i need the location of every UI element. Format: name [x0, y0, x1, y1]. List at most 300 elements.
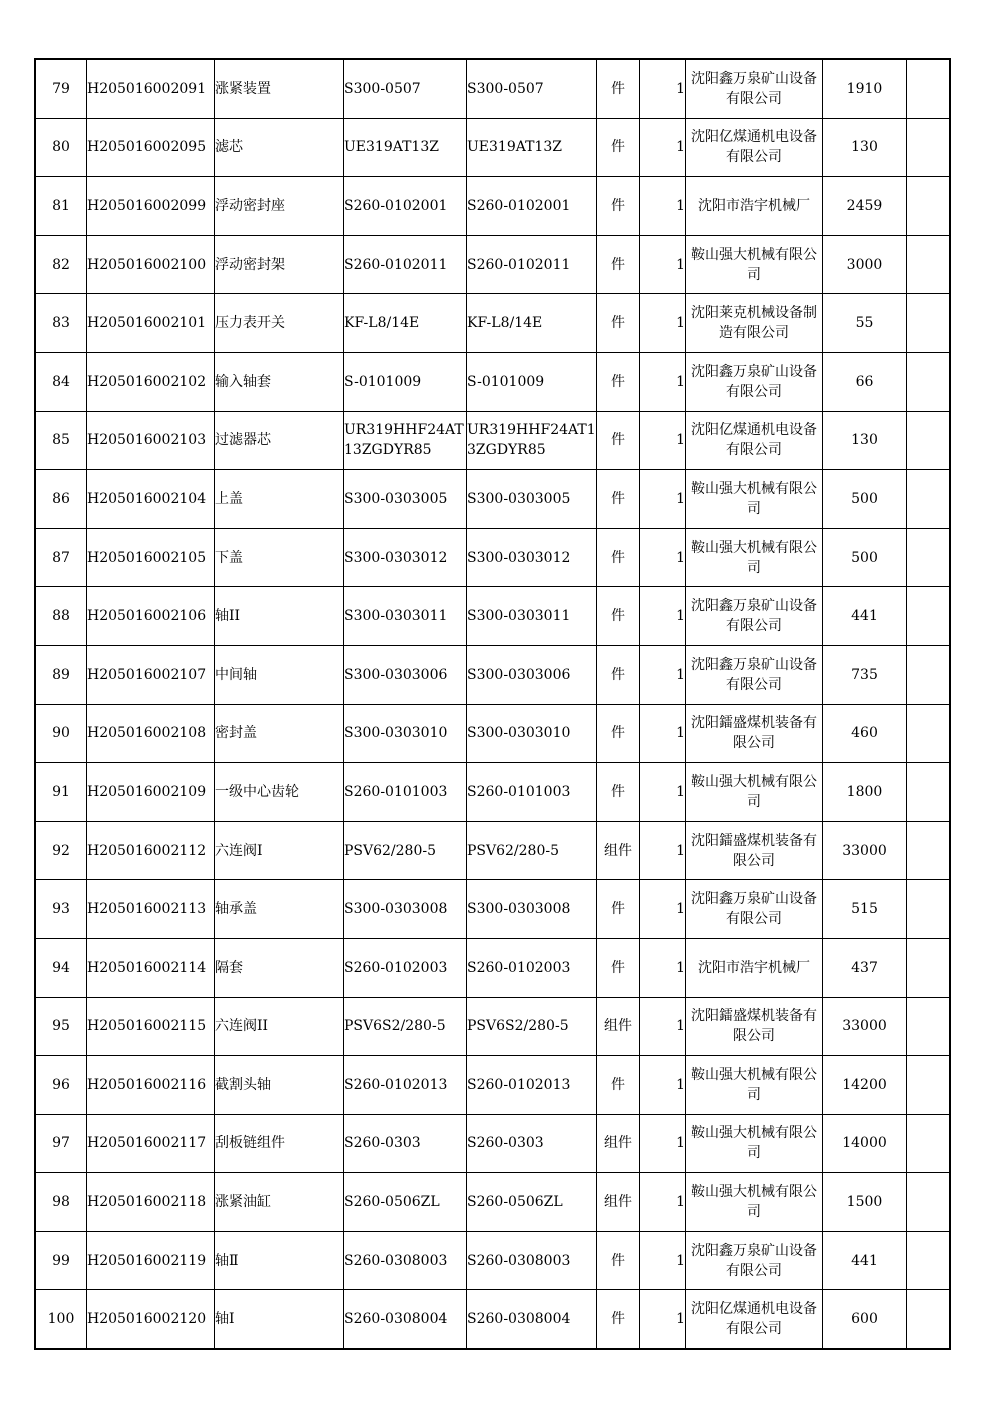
- unit-cell: [597, 1114, 640, 1173]
- model-cell: [467, 704, 597, 763]
- material-code-cell-text: H205016002120: [87, 1311, 207, 1328]
- quantity-cell: [640, 294, 686, 353]
- part-name-cell-text: 隔套: [215, 959, 243, 976]
- price-cell-text: 437: [851, 959, 878, 976]
- table-row: [35, 294, 950, 353]
- unit-cell-text: 件: [611, 197, 625, 214]
- price-cell: [823, 470, 907, 529]
- quantity-cell-text: 1: [676, 1018, 685, 1035]
- price-cell: [823, 411, 907, 470]
- price-cell: [823, 1231, 907, 1290]
- model-cell-text: S260-0506ZL: [467, 1194, 563, 1211]
- quantity-cell: [640, 1173, 686, 1232]
- price-cell: [823, 645, 907, 704]
- row-number-cell-text: 87: [52, 549, 70, 566]
- table-row: [35, 1231, 950, 1290]
- material-code-cell-text: H205016002104: [87, 490, 207, 507]
- remark-cell: [907, 470, 951, 529]
- price-cell: [823, 1290, 907, 1349]
- remark-cell: [907, 587, 951, 646]
- supplier-cell: [686, 1290, 823, 1349]
- table-row: [35, 1056, 950, 1115]
- quantity-cell-text: 1: [676, 725, 685, 742]
- row-number-cell-text: 99: [52, 1252, 70, 1269]
- price-cell-text: 1910: [846, 80, 883, 97]
- specification-cell-text: S-0101009: [344, 373, 422, 390]
- row-number-cell: [35, 1114, 87, 1173]
- row-number-cell-text: 89: [52, 666, 70, 683]
- table-row: [35, 59, 950, 118]
- unit-cell: [597, 294, 640, 353]
- part-name-cell: [215, 177, 344, 236]
- model-cell-text: S260-0102011: [467, 256, 571, 273]
- supplier-cell: [686, 411, 823, 470]
- part-name-cell-text: 过滤器芯: [215, 432, 271, 449]
- quantity-cell-text: 1: [676, 197, 685, 214]
- model-cell: [467, 528, 597, 587]
- material-code-cell-text: H205016002101: [87, 315, 207, 332]
- quantity-cell-text: 1: [676, 139, 685, 156]
- quantity-cell-text: 1: [676, 959, 685, 976]
- unit-cell-text: 件: [611, 139, 625, 156]
- part-name-cell-text: 轴Ⅰ: [215, 1311, 235, 1328]
- part-name-cell: [215, 528, 344, 587]
- unit-cell: [597, 235, 640, 294]
- supplier-cell: [686, 528, 823, 587]
- price-cell: [823, 294, 907, 353]
- material-code-cell: [87, 1290, 215, 1349]
- price-cell: [823, 821, 907, 880]
- parts-table-body: [35, 59, 950, 1349]
- model-cell: [467, 1056, 597, 1115]
- parts-table: [34, 58, 951, 1350]
- material-code-cell-text: H205016002113: [87, 901, 207, 918]
- model-cell-text: S300-0303011: [467, 608, 571, 625]
- unit-cell-text: 件: [611, 432, 625, 449]
- specification-cell: [344, 997, 467, 1056]
- remark-cell: [907, 1056, 951, 1115]
- supplier-cell-text: 鞍山强大机械有限公司: [691, 1184, 817, 1221]
- quantity-cell: [640, 1114, 686, 1173]
- quantity-cell: [640, 235, 686, 294]
- unit-cell: [597, 1056, 640, 1115]
- part-name-cell: [215, 59, 344, 118]
- unit-cell-text: 件: [611, 608, 625, 625]
- specification-cell-text: UE319AT13Z: [344, 139, 439, 156]
- price-cell: [823, 1056, 907, 1115]
- material-code-cell-text: H205016002102: [87, 373, 207, 390]
- unit-cell: [597, 1231, 640, 1290]
- part-name-cell: [215, 821, 344, 880]
- supplier-cell: [686, 235, 823, 294]
- model-cell-text: S260-0101003: [467, 783, 571, 800]
- specification-cell: [344, 352, 467, 411]
- price-cell-text: 3000: [846, 256, 883, 273]
- row-number-cell: [35, 880, 87, 939]
- part-name-cell: [215, 118, 344, 177]
- supplier-cell-text: 沈阳鑫万泉矿山设备有限公司: [691, 598, 817, 635]
- quantity-cell-text: 1: [676, 1311, 685, 1328]
- part-name-cell: [215, 880, 344, 939]
- model-cell: [467, 352, 597, 411]
- specification-cell-text: S260-0102013: [344, 1076, 448, 1093]
- row-number-cell: [35, 235, 87, 294]
- row-number-cell-text: 80: [52, 139, 70, 156]
- row-number-cell: [35, 528, 87, 587]
- quantity-cell: [640, 1290, 686, 1349]
- unit-cell-text: 件: [611, 725, 625, 742]
- model-cell: [467, 821, 597, 880]
- specification-cell-text: S260-0308003: [344, 1252, 448, 1269]
- quantity-cell: [640, 587, 686, 646]
- supplier-cell: [686, 294, 823, 353]
- part-name-cell: [215, 1231, 344, 1290]
- row-number-cell: [35, 59, 87, 118]
- row-number-cell-text: 93: [52, 901, 70, 918]
- table-row: [35, 177, 950, 236]
- table-row: [35, 763, 950, 822]
- supplier-cell: [686, 1173, 823, 1232]
- model-cell-text: S260-0102013: [467, 1076, 571, 1093]
- row-number-cell-text: 82: [52, 256, 70, 273]
- specification-cell: [344, 938, 467, 997]
- unit-cell-text: 件: [611, 256, 625, 273]
- specification-cell: [344, 177, 467, 236]
- model-cell-text: UR319HHF24AT13ZGDYR85: [467, 422, 596, 459]
- material-code-cell-text: H205016002105: [87, 549, 207, 566]
- price-cell-text: 55: [855, 315, 874, 332]
- specification-cell-text: S300-0303008: [344, 901, 448, 918]
- table-row: [35, 587, 950, 646]
- specification-cell-text: PSV62/280-5: [344, 842, 437, 859]
- unit-cell-text: 件: [611, 1311, 625, 1328]
- unit-cell: [597, 1290, 640, 1349]
- part-name-cell-text: 下盖: [215, 549, 243, 566]
- part-name-cell-text: 浮动密封架: [215, 256, 285, 273]
- supplier-cell: [686, 645, 823, 704]
- price-cell-text: 1500: [846, 1194, 883, 1211]
- part-name-cell-text: 中间轴: [215, 666, 257, 683]
- row-number-cell: [35, 411, 87, 470]
- part-name-cell-text: 截割头轴: [215, 1076, 271, 1093]
- unit-cell-text: 件: [611, 315, 625, 332]
- unit-cell: [597, 938, 640, 997]
- table-row: [35, 235, 950, 294]
- remark-cell: [907, 1173, 951, 1232]
- part-name-cell: [215, 352, 344, 411]
- quantity-cell-text: 1: [676, 432, 685, 449]
- specification-cell-text: S300-0303012: [344, 549, 448, 566]
- row-number-cell: [35, 177, 87, 236]
- supplier-cell-text: 沈阳市浩宇机械厂: [698, 197, 810, 214]
- quantity-cell: [640, 177, 686, 236]
- unit-cell-text: 组件: [604, 1194, 632, 1211]
- supplier-cell-text: 沈阳鑫万泉矿山设备有限公司: [691, 70, 817, 107]
- supplier-cell: [686, 118, 823, 177]
- price-cell-text: 441: [851, 608, 878, 625]
- supplier-cell-text: 沈阳莱克机械设备制造有限公司: [691, 305, 817, 342]
- quantity-cell-text: 1: [676, 256, 685, 273]
- specification-cell: [344, 294, 467, 353]
- specification-cell-text: S260-0303: [344, 1135, 421, 1152]
- model-cell-text: PSV62/280-5: [467, 842, 560, 859]
- supplier-cell: [686, 763, 823, 822]
- supplier-cell: [686, 938, 823, 997]
- row-number-cell-text: 88: [52, 608, 70, 625]
- model-cell-text: KF-L8/14E: [467, 315, 543, 332]
- model-cell-text: S-0101009: [467, 373, 545, 390]
- material-code-cell-text: H205016002117: [87, 1135, 207, 1152]
- specification-cell: [344, 1173, 467, 1232]
- material-code-cell: [87, 1231, 215, 1290]
- supplier-cell-text: 沈阳鑫万泉矿山设备有限公司: [691, 363, 817, 400]
- material-code-cell-text: H205016002106: [87, 608, 207, 625]
- model-cell-text: S260-0308003: [467, 1252, 571, 1269]
- row-number-cell: [35, 1290, 87, 1349]
- part-name-cell-text: 输入轴套: [215, 373, 271, 390]
- quantity-cell: [640, 938, 686, 997]
- model-cell-text: S300-0303005: [467, 490, 571, 507]
- supplier-cell-text: 鞍山强大机械有限公司: [691, 246, 817, 283]
- unit-cell-text: 件: [611, 490, 625, 507]
- price-cell-text: 441: [851, 1252, 878, 1269]
- specification-cell-text: S300-0303010: [344, 725, 448, 742]
- model-cell: [467, 587, 597, 646]
- part-name-cell: [215, 587, 344, 646]
- model-cell-text: S260-0303: [467, 1135, 544, 1152]
- model-cell-text: S260-0102001: [467, 197, 571, 214]
- supplier-cell: [686, 880, 823, 939]
- table-row: [35, 997, 950, 1056]
- remark-cell: [907, 763, 951, 822]
- table-row: [35, 880, 950, 939]
- remark-cell: [907, 997, 951, 1056]
- row-number-cell: [35, 645, 87, 704]
- price-cell: [823, 118, 907, 177]
- supplier-cell-text: 鞍山强大机械有限公司: [691, 480, 817, 517]
- model-cell-text: S300-0303008: [467, 901, 571, 918]
- remark-cell: [907, 821, 951, 880]
- model-cell: [467, 1173, 597, 1232]
- material-code-cell: [87, 821, 215, 880]
- row-number-cell-text: 98: [52, 1194, 70, 1211]
- supplier-cell-text: 沈阳鐳盛煤机装备有限公司: [691, 1008, 817, 1045]
- quantity-cell-text: 1: [676, 1135, 685, 1152]
- quantity-cell: [640, 880, 686, 939]
- quantity-cell-text: 1: [676, 373, 685, 390]
- part-name-cell: [215, 704, 344, 763]
- table-row: [35, 821, 950, 880]
- row-number-cell-text: 92: [52, 842, 70, 859]
- row-number-cell: [35, 1173, 87, 1232]
- price-cell-text: 14000: [842, 1135, 887, 1152]
- material-code-cell-text: H205016002119: [87, 1252, 207, 1269]
- price-cell: [823, 59, 907, 118]
- table-row: [35, 1173, 950, 1232]
- price-cell: [823, 528, 907, 587]
- remark-cell: [907, 118, 951, 177]
- table-row: [35, 118, 950, 177]
- material-code-cell: [87, 704, 215, 763]
- remark-cell: [907, 1290, 951, 1349]
- model-cell-text: UE319AT13Z: [467, 139, 562, 156]
- unit-cell-text: 件: [611, 1076, 625, 1093]
- material-code-cell-text: H205016002108: [87, 725, 207, 742]
- supplier-cell: [686, 821, 823, 880]
- part-name-cell-text: 六连阀I: [215, 842, 263, 859]
- remark-cell: [907, 645, 951, 704]
- material-code-cell: [87, 587, 215, 646]
- unit-cell: [597, 997, 640, 1056]
- table-row: [35, 411, 950, 470]
- price-cell-text: 33000: [842, 842, 887, 859]
- model-cell: [467, 235, 597, 294]
- material-code-cell: [87, 528, 215, 587]
- supplier-cell-text: 沈阳鐳盛煤机装备有限公司: [691, 832, 817, 869]
- part-name-cell: [215, 1056, 344, 1115]
- part-name-cell-text: 滤芯: [215, 139, 243, 156]
- remark-cell: [907, 1231, 951, 1290]
- supplier-cell: [686, 1056, 823, 1115]
- material-code-cell: [87, 938, 215, 997]
- price-cell-text: 500: [851, 549, 878, 566]
- unit-cell-text: 件: [611, 666, 625, 683]
- unit-cell: [597, 528, 640, 587]
- supplier-cell: [686, 1231, 823, 1290]
- material-code-cell-text: H205016002095: [87, 139, 207, 156]
- specification-cell: [344, 645, 467, 704]
- material-code-cell-text: H205016002107: [87, 666, 207, 683]
- table-row: [35, 704, 950, 763]
- supplier-cell-text: 沈阳鐳盛煤机装备有限公司: [691, 715, 817, 752]
- part-name-cell-text: 轴承盖: [215, 901, 257, 918]
- material-code-cell-text: H205016002112: [87, 842, 207, 859]
- material-code-cell-text: H205016002118: [87, 1194, 207, 1211]
- material-code-cell: [87, 470, 215, 529]
- material-code-cell-text: H205016002099: [87, 197, 207, 214]
- material-code-cell: [87, 235, 215, 294]
- price-cell-text: 14200: [842, 1076, 887, 1093]
- price-cell-text: 33000: [842, 1018, 887, 1035]
- remark-cell: [907, 59, 951, 118]
- part-name-cell-text: 一级中心齿轮: [215, 783, 299, 800]
- quantity-cell-text: 1: [676, 80, 685, 97]
- model-cell: [467, 177, 597, 236]
- supplier-cell-text: 鞍山强大机械有限公司: [691, 1066, 817, 1103]
- model-cell-text: S300-0507: [467, 80, 544, 97]
- remark-cell: [907, 938, 951, 997]
- part-name-cell-text: 轴Ⅱ: [215, 1252, 239, 1269]
- supplier-cell: [686, 470, 823, 529]
- material-code-cell-text: H205016002103: [87, 432, 207, 449]
- quantity-cell-text: 1: [676, 783, 685, 800]
- part-name-cell: [215, 938, 344, 997]
- model-cell-text: PSV6S2/280-5: [467, 1018, 569, 1035]
- supplier-cell: [686, 704, 823, 763]
- material-code-cell: [87, 1114, 215, 1173]
- model-cell-text: S300-0303010: [467, 725, 571, 742]
- unit-cell: [597, 763, 640, 822]
- material-code-cell: [87, 118, 215, 177]
- table-row: [35, 938, 950, 997]
- price-cell: [823, 938, 907, 997]
- part-name-cell-text: 涨紧油缸: [215, 1194, 271, 1211]
- part-name-cell: [215, 411, 344, 470]
- supplier-cell-text: 沈阳亿煤通机电设备有限公司: [691, 422, 817, 459]
- quantity-cell-text: 1: [676, 608, 685, 625]
- supplier-cell-text: 沈阳亿煤通机电设备有限公司: [691, 1301, 817, 1338]
- quantity-cell-text: 1: [676, 842, 685, 859]
- material-code-cell: [87, 880, 215, 939]
- row-number-cell-text: 91: [52, 783, 70, 800]
- price-cell: [823, 587, 907, 646]
- unit-cell-text: 件: [611, 373, 625, 390]
- unit-cell-text: 件: [611, 1252, 625, 1269]
- part-name-cell: [215, 1173, 344, 1232]
- unit-cell-text: 组件: [604, 1135, 632, 1152]
- unit-cell: [597, 470, 640, 529]
- part-name-cell: [215, 763, 344, 822]
- unit-cell: [597, 587, 640, 646]
- row-number-cell: [35, 587, 87, 646]
- quantity-cell: [640, 704, 686, 763]
- remark-cell: [907, 528, 951, 587]
- model-cell: [467, 938, 597, 997]
- material-code-cell: [87, 294, 215, 353]
- quantity-cell: [640, 470, 686, 529]
- row-number-cell: [35, 763, 87, 822]
- quantity-cell: [640, 118, 686, 177]
- specification-cell-text: S300-0303011: [344, 608, 448, 625]
- quantity-cell: [640, 821, 686, 880]
- quantity-cell: [640, 645, 686, 704]
- row-number-cell: [35, 821, 87, 880]
- table-row: [35, 1114, 950, 1173]
- material-code-cell-text: H205016002109: [87, 783, 207, 800]
- model-cell: [467, 470, 597, 529]
- row-number-cell-text: 85: [52, 432, 70, 449]
- price-cell-text: 130: [851, 432, 878, 449]
- price-cell-text: 600: [851, 1311, 878, 1328]
- unit-cell-text: 组件: [604, 1018, 632, 1035]
- unit-cell: [597, 352, 640, 411]
- part-name-cell: [215, 1114, 344, 1173]
- specification-cell-text: S260-0102001: [344, 197, 448, 214]
- table-row: [35, 645, 950, 704]
- unit-cell-text: 件: [611, 549, 625, 566]
- price-cell: [823, 1114, 907, 1173]
- model-cell: [467, 294, 597, 353]
- supplier-cell: [686, 59, 823, 118]
- unit-cell: [597, 645, 640, 704]
- remark-cell: [907, 177, 951, 236]
- part-name-cell: [215, 997, 344, 1056]
- material-code-cell: [87, 352, 215, 411]
- price-cell-text: 500: [851, 490, 878, 507]
- material-code-cell-text: H205016002114: [87, 959, 207, 976]
- specification-cell: [344, 821, 467, 880]
- specification-cell-text: S300-0507: [344, 80, 421, 97]
- part-name-cell-text: 涨紧装置: [215, 80, 271, 97]
- unit-cell: [597, 880, 640, 939]
- table-row: [35, 528, 950, 587]
- supplier-cell-text: 沈阳鑫万泉矿山设备有限公司: [691, 891, 817, 928]
- model-cell: [467, 763, 597, 822]
- model-cell-text: S300-0303006: [467, 666, 571, 683]
- row-number-cell-text: 83: [52, 315, 70, 332]
- specification-cell-text: S260-0308004: [344, 1311, 448, 1328]
- unit-cell: [597, 704, 640, 763]
